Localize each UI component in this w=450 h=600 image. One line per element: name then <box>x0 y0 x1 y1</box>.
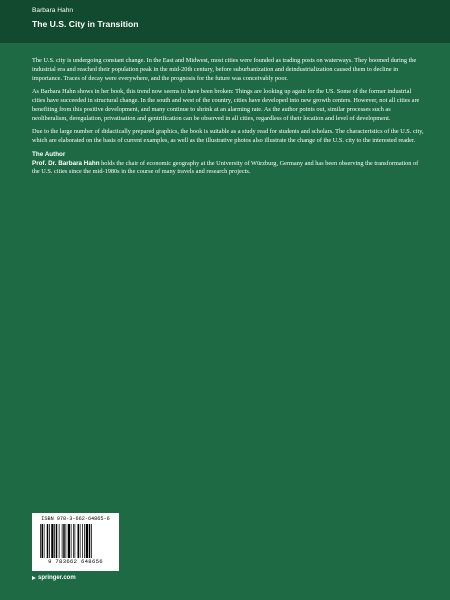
barcode-bar <box>84 524 85 558</box>
barcode-bar <box>58 524 59 558</box>
author-bio-text: holds the chair of economic geography at the University of Würzburg, Germany and has been observing the transformation of the U.S. cities since the mid-1980s in the course of many travels and research projects. <box>32 159 419 176</box>
barcode-bars <box>39 524 113 558</box>
barcode-bar <box>85 524 87 558</box>
barcode-bar <box>73 524 74 558</box>
book-title: The U.S. City in Transition <box>32 19 139 29</box>
barcode-bar <box>88 524 90 558</box>
barcode-bar <box>74 524 75 558</box>
barcode-bar <box>51 524 53 558</box>
barcode-bar <box>61 524 62 558</box>
header-band <box>0 0 450 43</box>
isbn-barcode <box>32 513 119 571</box>
barcode-bar <box>41 524 43 558</box>
blurb-paragraph: As Barbara Hahn shows in her book, this trend now seems to have been broken: Things are looking up again for the US. Some of the former industrial cities have succeeded in structural change. In the south and west of the country, cities have developed into new growth centers. However, not all cities are benefiting from this positive development, and many continue to shrink at an alarming rate. As the author points out, similar processes such as neoliberalism, deregulation, privatisation and gentrification can be observed in all cities, regardless of their location and level of development. <box>32 88 420 122</box>
barcode-bar <box>63 524 65 558</box>
isbn-digits: 9 783662 648656 <box>48 558 103 565</box>
author-bio <box>32 160 425 178</box>
blurb-paragraph: The U.S. city is undergoing constant change. In the East and Midwest, most cities were founded as trading posts on waterways. They boomed during the industrial era and reached their population peak in the mid-20th century, before suburbanization and deindustrialization caused them to decline in importance. Traces of decay were everywhere, and the prognosis for the future was conceivably poor. <box>32 57 417 82</box>
barcode-bar <box>55 524 57 558</box>
publisher-url: springer.com <box>38 575 76 581</box>
barcode-bar <box>49 524 50 558</box>
barcode-bar <box>67 524 69 558</box>
blurb <box>32 57 425 182</box>
publisher-link[interactable] <box>32 574 76 582</box>
barcode-bar <box>54 524 55 558</box>
barcode-bar <box>70 524 71 558</box>
barcode-bar <box>46 524 48 558</box>
barcode-bar <box>65 524 66 558</box>
isbn-label: ISBN 978-3-662-64865-6 <box>41 516 110 522</box>
blurb-paragraph: Due to the large number of didactically prepared graphics, the book is suitable as a study read for students and scholars. The characteristics of the U.S. city, which are elaborated on the basis of current examples, as well as the illustrative photos also illustrate the change of the U.S. city to the interested reader. <box>32 128 424 144</box>
barcode-bar <box>91 524 92 558</box>
barcode-bar <box>79 524 80 558</box>
author-name: Barbara Hahn <box>32 7 74 14</box>
barcode-bar <box>77 524 79 558</box>
author-bio-name: Prof. Dr. Barbara Hahn <box>32 159 100 167</box>
barcode-bar <box>82 524 83 558</box>
author-section-heading: The Author <box>32 150 66 158</box>
barcode-bar <box>43 524 44 558</box>
barcode-bar <box>40 524 41 558</box>
arrow-icon <box>32 576 36 580</box>
